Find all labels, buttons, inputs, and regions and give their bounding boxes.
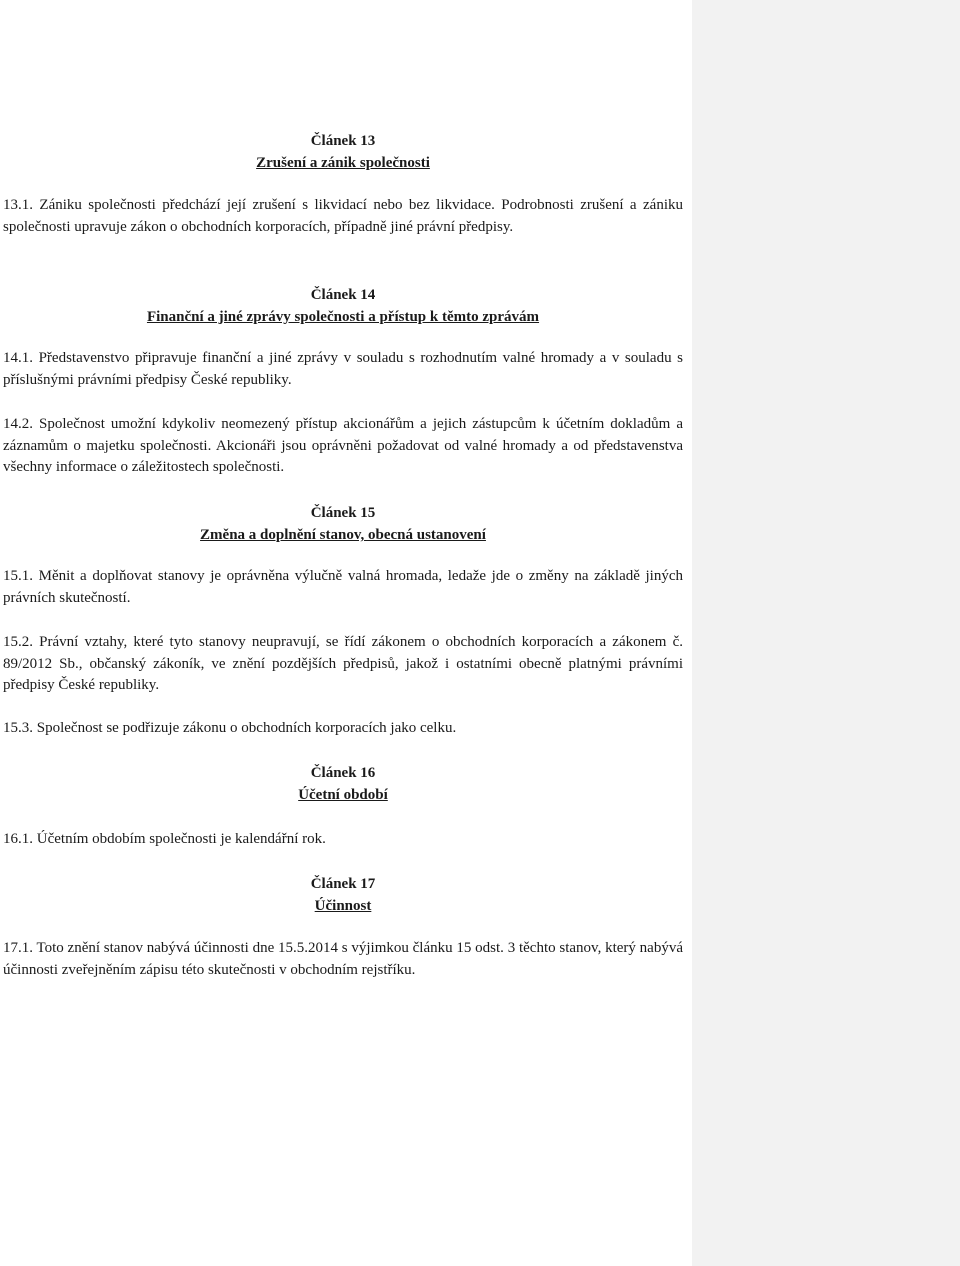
article-14-title: Článek 14: [310, 287, 376, 303]
paragraph-14-2: 14.2. Společnost umožní kdykoliv neomezený přístup akcionářům a jejich zástupcům k účetním dokladům a záznamům o majetku společnosti. Akcionáři jsou oprávněni požadovat od valné hromady a od představenstva všechny informace o záležitostech společnosti.: [3, 416, 683, 475]
article-15-subtitle: Změna a doplnění stanov, obecná ustanovení: [200, 527, 486, 543]
article-16-subtitle: Účetní období: [298, 787, 388, 803]
article-15-title: Článek 15: [310, 505, 376, 521]
article-17-title: Článek 17: [310, 876, 376, 892]
article-13-title: Článek 13: [310, 133, 376, 149]
paragraph-13-1: 13.1. Zániku společnosti předchází její zrušení s likvidací nebo bez likvidace. Podrobnosti zrušení a zániku společnosti upravuje zákon o obchodních korporacích, případně jiné právní předpisy.: [3, 197, 683, 235]
paragraph-17-1: 17.1. Toto znění stanov nabývá účinnosti dne 15.5.2014 s výjimkou článku 15 odst. 3 těchto stanov, který nabývá účinnosti zveřejněním zápisu této skutečnosti v obchodním rejstříku.: [3, 940, 683, 978]
article-16-heading: [0, 762, 686, 806]
article-13-subtitle: Zrušení a zánik společnosti: [256, 155, 430, 171]
paragraph-14-1: 14.1. Představenstvo připravuje finanční a jiné zprávy v souladu s rozhodnutím valné hromady a v souladu s příslušnými právními předpisy České republiky.: [3, 350, 683, 388]
article-14-heading: [0, 284, 686, 328]
paragraph-15-1: 15.1. Měnit a doplňovat stanovy je oprávněna výlučně valná hromada, ledaže jde o změny na základě jiných právních skutečností.: [3, 568, 683, 606]
article-13-heading: [0, 130, 686, 174]
paragraph-16-1: 16.1. Účetním obdobím společnosti je kalendářní rok.: [3, 831, 326, 847]
paragraph-15-3: 15.3. Společnost se podřizuje zákonu o obchodních korporacích jako celku.: [3, 720, 457, 736]
article-14-subtitle: Finanční a jiné zprávy společnosti a přístup k těmto zprávám: [146, 309, 540, 325]
paragraph-15-2: 15.2. Právní vztahy, které tyto stanovy neupravují, se řídí zákonem o obchodních korporacích a zákonem č. 89/2012 Sb., občanský zákoník, ve znění pozdějších předpisů, jakož i ostatními obecně platnými právními předpisy České republiky.: [3, 634, 683, 693]
article-17-subtitle: Účinnost: [314, 898, 372, 914]
article-16-title: Článek 16: [310, 765, 376, 781]
article-15-heading: [0, 502, 686, 546]
article-17-heading: [0, 873, 686, 917]
comment-margin-pane: [692, 0, 960, 1266]
